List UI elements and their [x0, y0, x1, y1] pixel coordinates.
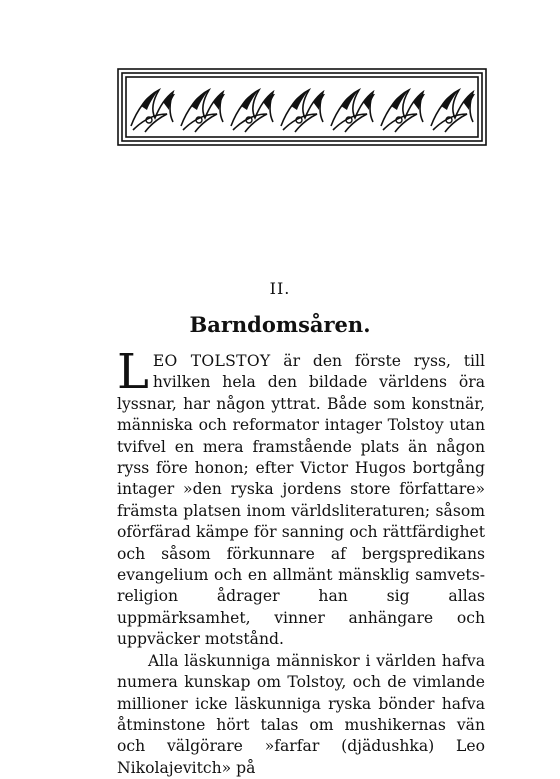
paragraph-1: [117, 344, 485, 651]
paragraph-lead: EO TOLSTOY: [152, 352, 271, 370]
decorative-header-ornament: [117, 68, 487, 146]
chapter-title: Barndomsåren.: [189, 312, 371, 337]
paragraph-1-text: är den förste ryss, till hvilken hela den bildade världens öra lyssnar, har någon yttrat. Både som konstnär, människa och reformator intager Tolstoy utan tvifvel en mera framstående plats än någon ryss före honon; efter Victor Hugos bortgång intager »den ryska jordens store författare» främsta platsen inom världsliteraturen; såsom oförfärad kämpe för sanning och rättfärdighet och såsom förkunnare af bergspredikans evangelium och en allmänt mänsklig samvetsreligion ådrager han sig allas uppmärksamhet, vinner anhängare och uppväcker motstånd.: [117, 352, 485, 649]
body-text: [117, 344, 485, 779]
ornament-motifs: [131, 90, 475, 132]
paragraph-2: Alla läskunniga människor i världen hafva numera kunskap om Tolstoy, och de vimlande millioner icke läskunniga ryska bönder hafva åtminstone hört talas om mushikernas vän och välgörare »farfar (djädushka) Leo Nikolajevitch» på: [117, 651, 485, 777]
drop-cap: L: [117, 344, 149, 400]
chapter-number: II.: [269, 279, 291, 298]
